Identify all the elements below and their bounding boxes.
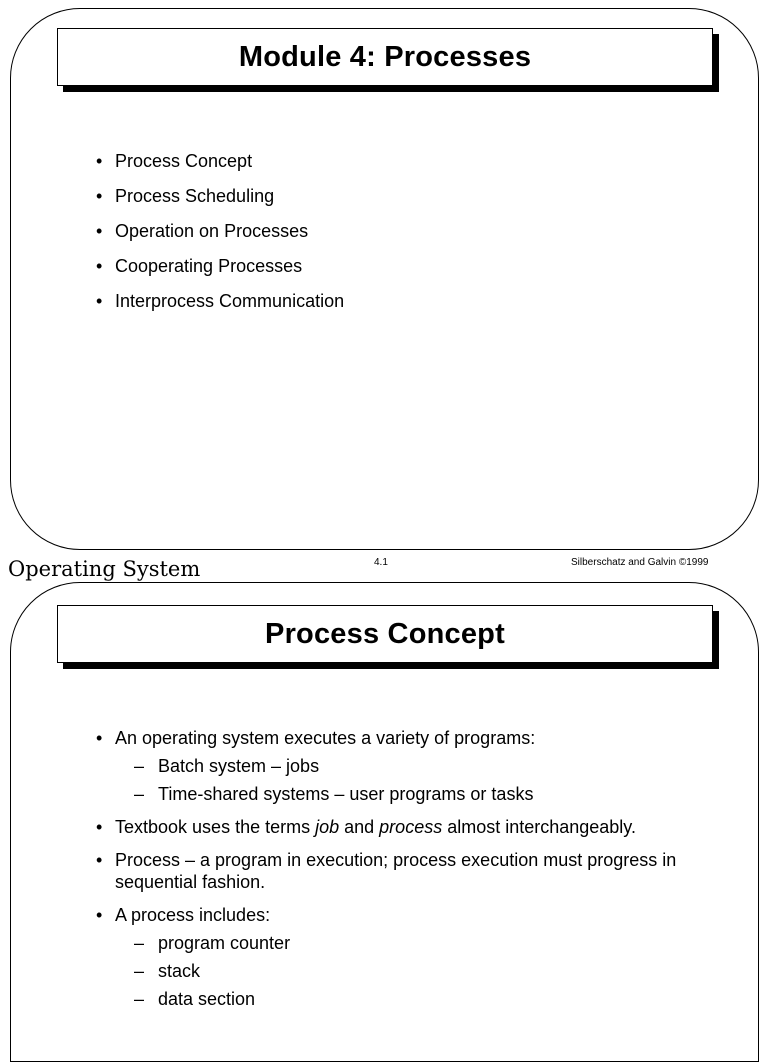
bullet-item: • Process Scheduling	[96, 185, 344, 207]
sub-bullet-item: – Time-shared systems – user programs or tasks	[115, 783, 716, 805]
slide-1-title-box	[57, 28, 713, 86]
bullet-item: • Process – a program in execution; process execution must progress in sequential fashion.	[96, 849, 716, 893]
footer-page-number: 4.1	[374, 557, 388, 568]
slide-2-bullet-list	[96, 727, 716, 1021]
footer-course-label: Operating System	[8, 557, 201, 581]
bullet-item: • Interprocess Communication	[96, 290, 344, 312]
sub-bullet-item: – data section	[115, 988, 716, 1010]
bullet-item	[96, 904, 716, 1010]
slide-2-title: Process Concept	[265, 617, 505, 650]
bullet-text: A process includes:	[115, 905, 271, 925]
bullet-text: almost interchangeably.	[442, 817, 636, 837]
bullet-item: • Cooperating Processes	[96, 255, 344, 277]
bullet-text: Textbook uses the terms	[115, 817, 316, 837]
sub-bullet-item: – program counter	[115, 932, 716, 954]
bullet-item: • Operation on Processes	[96, 220, 344, 242]
bullet-item	[96, 816, 716, 838]
bullet-item: • Process Concept	[96, 150, 344, 172]
slide-1-bullet-list	[96, 150, 344, 325]
bullet-item	[96, 727, 716, 805]
slide-2-title-box	[57, 605, 713, 663]
sub-bullet-item: – stack	[115, 960, 716, 982]
sub-bullet-list	[115, 755, 716, 805]
term-job: job	[315, 817, 340, 837]
bullet-text: An operating system executes a variety of programs:	[115, 728, 536, 748]
bullet-text: and	[339, 817, 380, 837]
term-process: process	[379, 817, 443, 837]
sub-bullet-list	[115, 932, 716, 1010]
sub-bullet-item: – Batch system – jobs	[115, 755, 716, 777]
footer-copyright: Silberschatz and Galvin ©1999	[571, 557, 709, 568]
slide-1-title: Module 4: Processes	[238, 40, 532, 73]
